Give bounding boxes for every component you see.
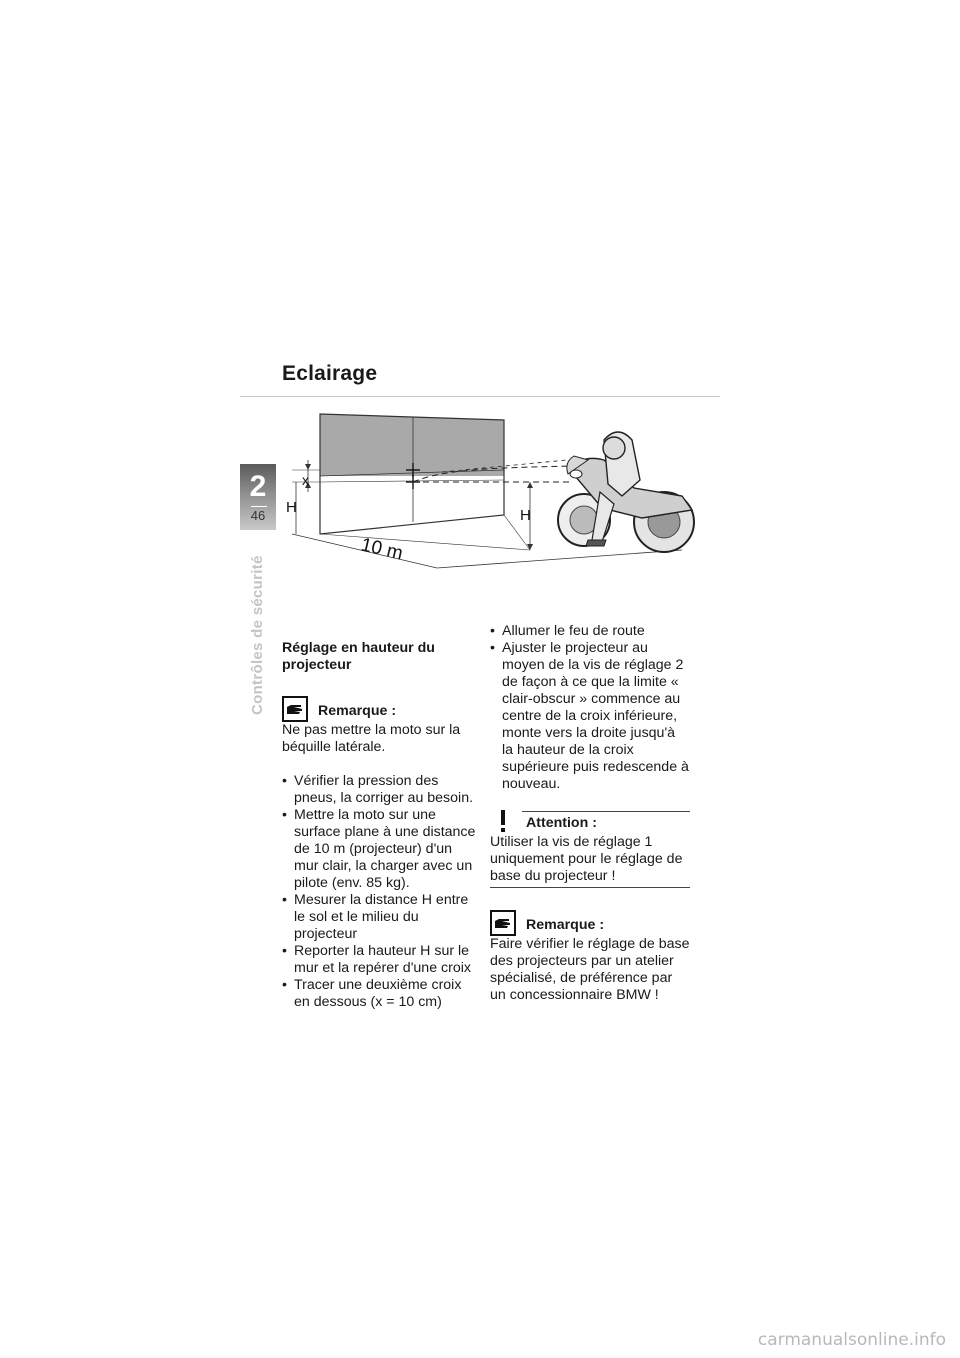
watermark: carmanualsonline.info	[757, 1330, 946, 1350]
note-hand-icon	[490, 910, 516, 936]
page-title: Eclairage	[282, 362, 378, 385]
list-item: • Reporter la hauteur H sur le mur et la repérer d'une croix	[282, 943, 478, 977]
list-item: • Vérifier la pression des pneus, la corriger au besoin.	[282, 773, 478, 807]
steps-list	[490, 623, 690, 793]
warning-icon	[490, 808, 516, 834]
wall-lower	[320, 476, 504, 534]
label-x: x	[302, 472, 309, 488]
right-column	[490, 623, 690, 1004]
steps-list	[282, 773, 478, 1011]
title-divider	[240, 396, 720, 397]
wall-upper	[320, 414, 504, 476]
list-item: • Allumer le feu de route	[490, 623, 690, 640]
chapter-divider	[251, 506, 267, 507]
note-header	[282, 696, 478, 722]
list-item: • Mettre la moto sur une surface plane à une distance de 10 m (projecteur) d'un mur clair, la charger avec un pilote (env. 85 kg).	[282, 807, 478, 892]
label-h-right: H	[520, 507, 531, 524]
motorcycle-with-rider	[558, 432, 694, 552]
warning-header	[490, 808, 690, 834]
section-heading: Réglage en hauteur du projecteur	[282, 640, 435, 673]
section-label: Contrôles de sécurité	[249, 555, 266, 715]
note-header	[490, 910, 690, 936]
warning-rule-bottom	[490, 887, 690, 888]
headlight-adjustment-figure	[282, 400, 712, 580]
chapter-number: 2	[249, 470, 267, 503]
note-label: Remarque :	[526, 917, 605, 933]
note-text: Faire vérifier le réglage de base des projecteurs par un atelier spécialisé, de préférence par un concessionnaire BMW !	[490, 936, 690, 1003]
warning-label: Attention :	[526, 815, 597, 831]
note-text: Ne pas mettre la moto sur la béquille latérale.	[282, 722, 461, 755]
list-item: • Ajuster le projecteur au moyen de la vis de réglage 2 de façon à ce que la limite « clair-obscur » commence au centre de la croix inférieure, monte vers la droite jusqu'à la hauteur de la croix supérieure puis redescende à nouveau.	[490, 640, 690, 793]
list-item: • Mesurer la distance H entre le sol et le milieu du projecteur	[282, 892, 478, 943]
note-hand-icon	[282, 696, 308, 722]
page-number: 46	[250, 508, 266, 523]
label-h-left: H	[286, 499, 297, 516]
warning-text: Utiliser la vis de réglage 1 uniquement pour le réglage de base du projecteur !	[490, 834, 683, 884]
note-label: Remarque :	[318, 703, 397, 719]
list-item: • Tracer une deuxième croix en dessous (x = 10 cm)	[282, 977, 478, 1011]
label-distance: 10 m	[358, 534, 405, 565]
left-column	[282, 640, 478, 1011]
